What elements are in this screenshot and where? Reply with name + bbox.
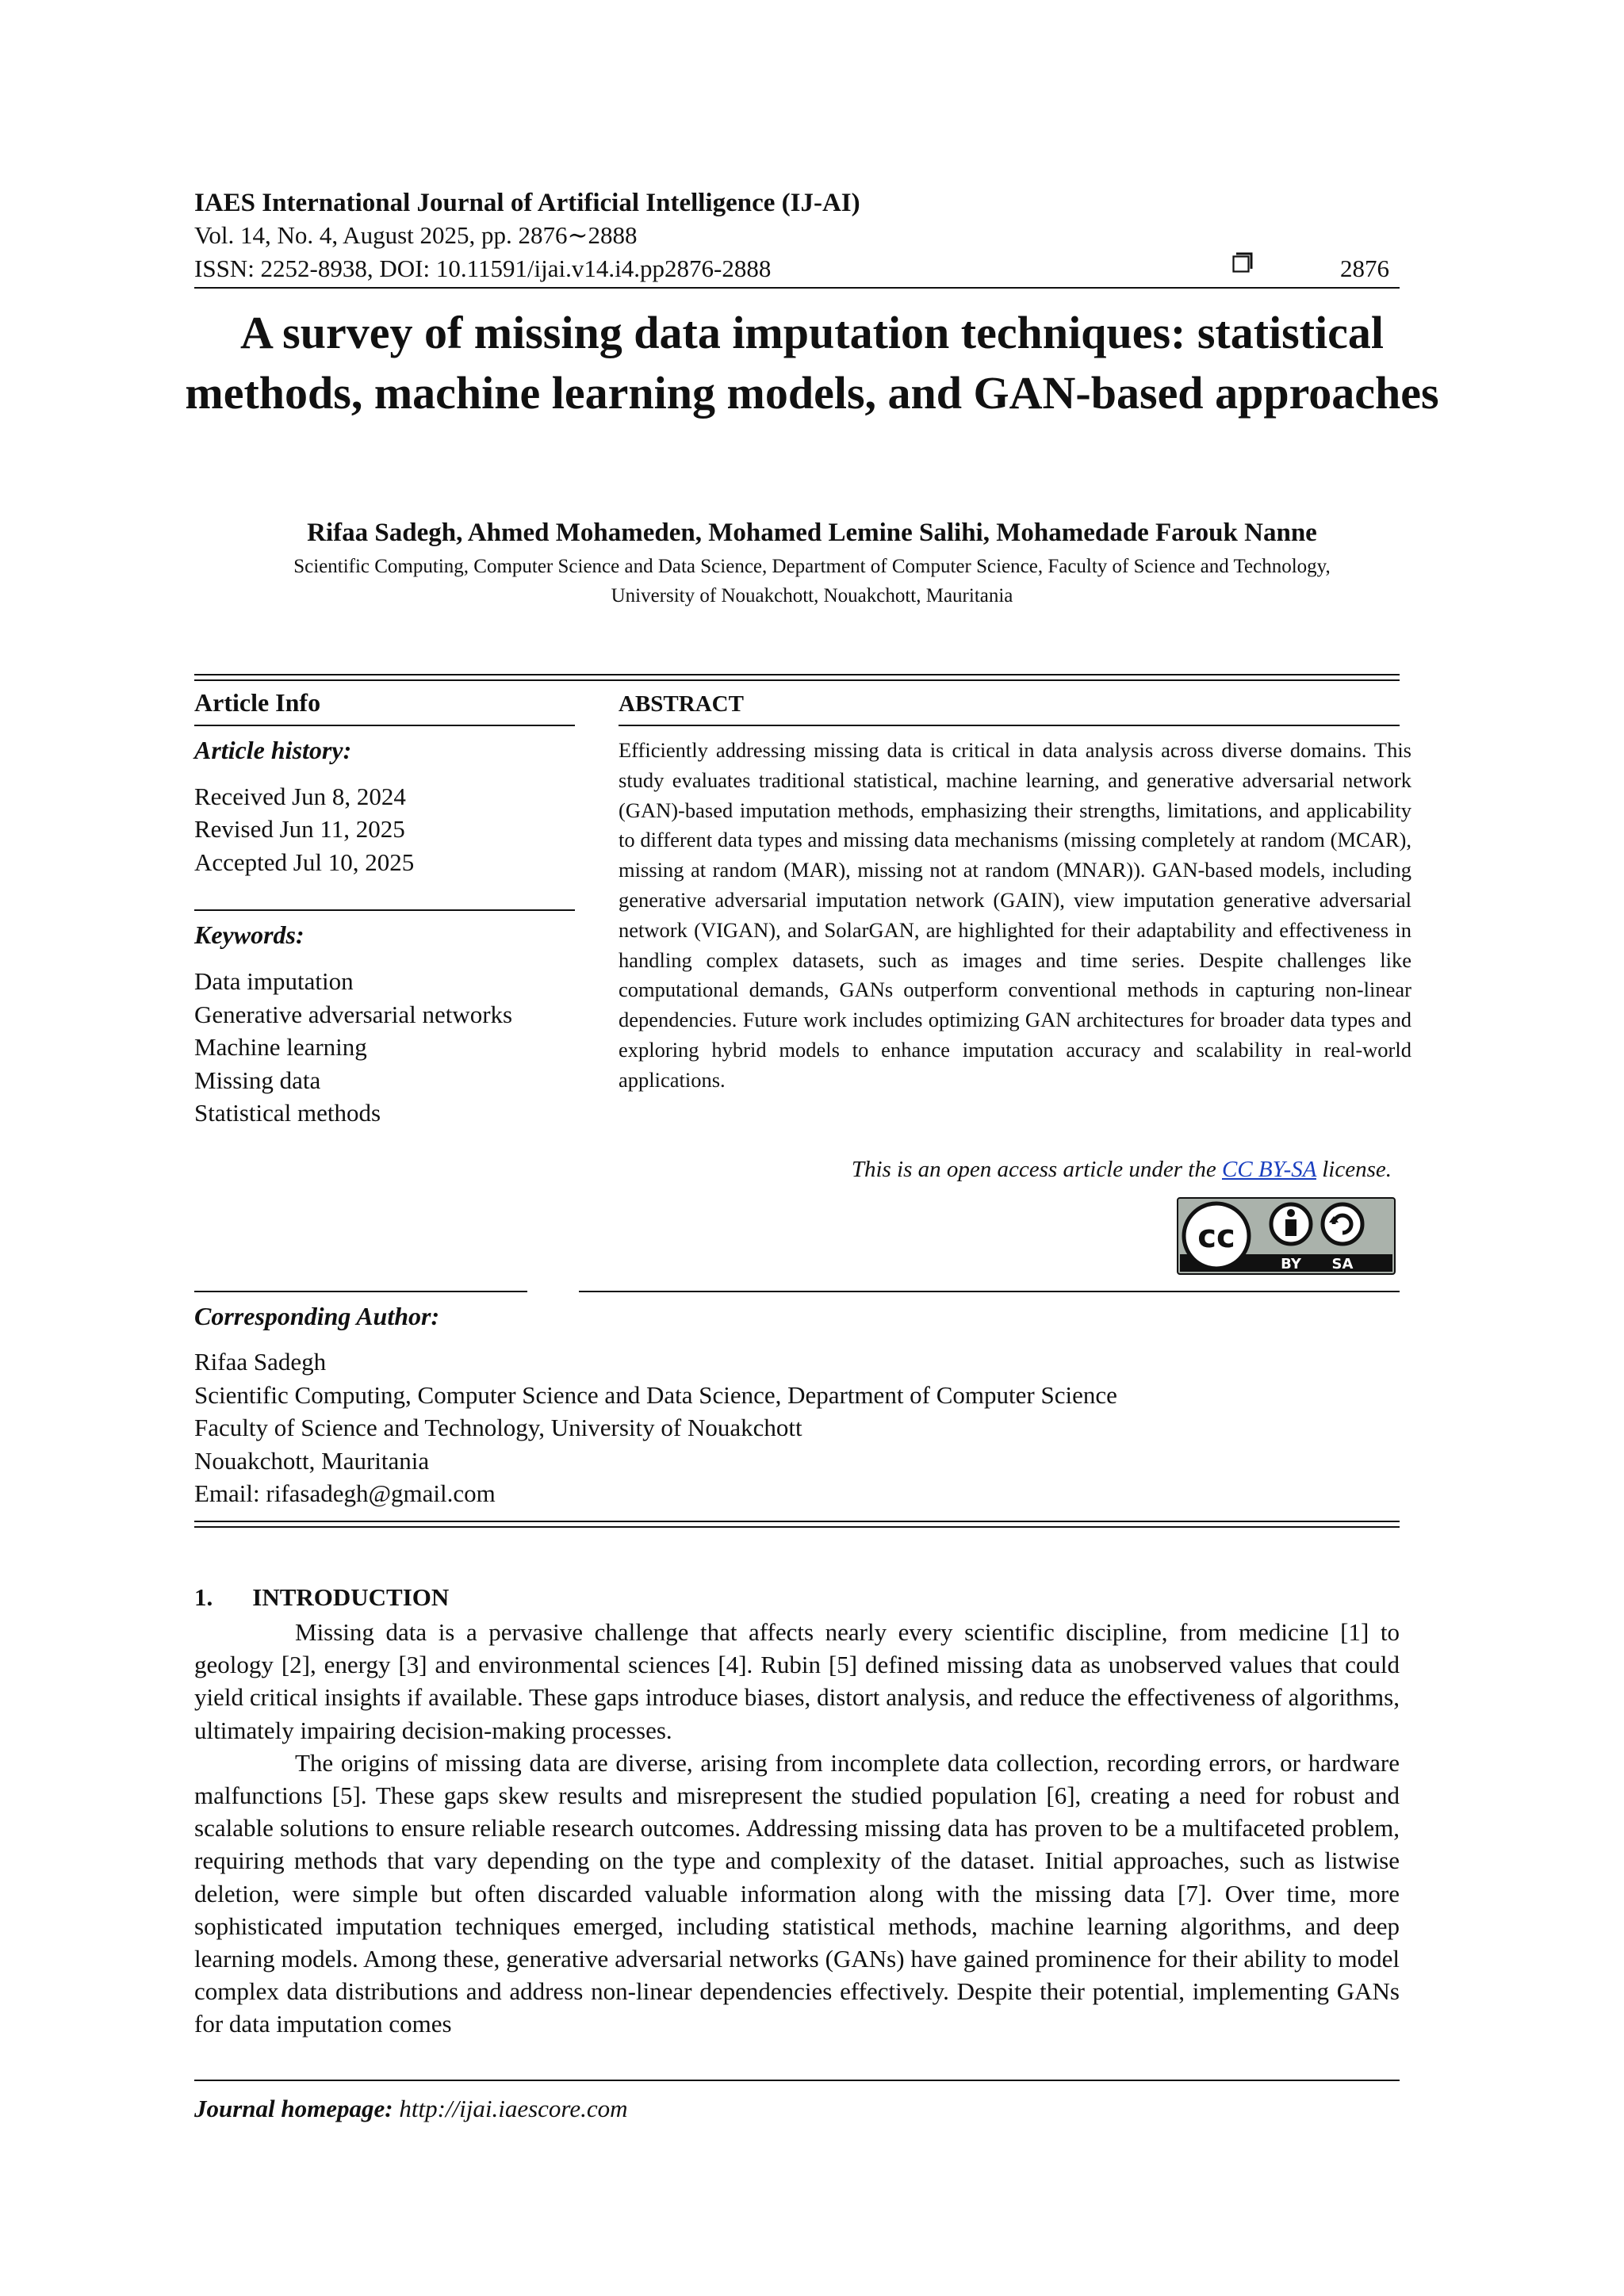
keywords-heading: Keywords: bbox=[194, 920, 304, 949]
keywords-rule bbox=[194, 909, 575, 911]
section-heading-introduction bbox=[194, 1582, 449, 1613]
introduction-body bbox=[194, 1616, 1400, 2041]
page-number: 2876 bbox=[1340, 254, 1389, 282]
section-number: 1. bbox=[194, 1583, 213, 1611]
journal-homepage bbox=[194, 2093, 628, 2125]
license-prefix: This is an open access article under the bbox=[851, 1157, 1222, 1182]
introduction-paragraph-2: The origins of missing data are diverse, arising from incomplete data collection, recording errors, or hardware malfunctions [5]. These gaps skew results and misrepresent the studied population [6], creating a need for robust and scalable solutions to ensure reliable research outcomes. Addressing missing data has proven to be a multifaceted problem, requiring methods that vary depending on the type and complexity of the dataset. Initial approaches, such as listwise deletion, were simple but often discarded valuable information along with the missing data [7]. Over time, more sophisticated imputation techniques emerged, including statistical methods, machine learning algorithms, and deep learning models. Among these, generative adversarial networks (GANs) have gained prominence for their ability to model complex data distributions and address non-linear dependencies effectively. Despite their potential, implementing GANs for data imputation comes bbox=[194, 1748, 1400, 2038]
keyword: Data imputation bbox=[194, 967, 354, 995]
article-info-heading: Article Info bbox=[194, 688, 321, 717]
info-box-bottom-rule bbox=[194, 1521, 1400, 1522]
corresponding-dept: Scientific Computing, Computer Science and Data Science, Department of Computer Science bbox=[194, 1381, 1117, 1409]
license-suffix: license. bbox=[1316, 1157, 1392, 1182]
keyword: Generative adversarial networks bbox=[194, 1000, 513, 1028]
affiliation-line-1: Scientific Computing, Computer Science and Data Science, Department of Computer Science, Faculty of Science and Technology, bbox=[293, 556, 1331, 577]
keywords-list bbox=[194, 965, 512, 1130]
footer-rule bbox=[194, 2080, 1400, 2081]
abstract-text: Efficiently addressing missing data is critical in data analysis across diverse domains. This study evaluates traditional statistical, machine learning, and generative adversarial network (GAN)-based imputation methods, emphasizing their strengths, limitations, and applicability to different data types and missing data mechanisms (missing completely at random (MCAR), missing at random (MAR), missing not at random (MNAR)). GAN-based models, including generative adversarial imputation network (GAIN), view imputation generative adversarial network (VIGAN), and SolarGAN, are highlighted for their adaptability and effectiveness in handling complex datasets, such as images and time series. Despite challenges like computational demands, GANs outperform conventional methods in capturing non-linear dependencies. Future work includes optimizing GAN architectures for broader data types and exploring hybrid models to enhance imputation accuracy and scalability in real-world applications. bbox=[619, 738, 1411, 1092]
paper-title: A survey of missing data imputation techniques: statistical methods, machine learning models, and GAN-based approaches bbox=[185, 307, 1439, 419]
affiliation-line-2: University of Nouakchott, Nouakchott, Mauritania bbox=[611, 585, 1013, 607]
corresponding-city: Nouakchott, Mauritania bbox=[194, 1447, 430, 1475]
abstract-rule bbox=[619, 725, 1400, 726]
keyword: Statistical methods bbox=[194, 1099, 381, 1127]
affiliation bbox=[190, 552, 1434, 610]
corresponding-author-heading: Corresponding Author: bbox=[194, 1302, 440, 1330]
info-box-bottom-rule-2 bbox=[194, 1526, 1400, 1528]
header-rule bbox=[194, 287, 1400, 289]
revised-date: Revised Jun 11, 2025 bbox=[194, 815, 405, 843]
abstract-heading: ABSTRACT bbox=[619, 691, 744, 717]
article-history-heading: Article history: bbox=[194, 736, 352, 764]
corresponding-name: Rifaa Sadegh bbox=[194, 1348, 327, 1376]
introduction-paragraph-1: Missing data is a pervasive challenge that affects nearly every scientific discipline, from medicine [1] to geology [2], energy [3] and environmental sciences [4]. Rubin [5] defined missing data as unobserved values that could yield critical insights if available. These gaps introduce biases, distort analysis, and reduce the effectiveness of algorithms, ultimately impairing decision-making processes. bbox=[194, 1618, 1400, 1744]
info-box-top-rule bbox=[194, 674, 1400, 675]
section-title: INTRODUCTION bbox=[252, 1583, 450, 1611]
author-list: Rifaa Sadegh, Ahmed Mohameden, Mohamed Lemine Salihi, Mohamedade Farouk Nanne bbox=[307, 519, 1317, 547]
badge-by-text: BY bbox=[1281, 1256, 1301, 1272]
badge-sa-text: SA bbox=[1331, 1256, 1354, 1272]
issn-line: ISSN: 2252-8938, DOI: 10.11591/ijai.v14.i4.pp2876-2888 bbox=[194, 254, 772, 282]
keyword: Missing data bbox=[194, 1066, 321, 1094]
journal-name: IAES International Journal of Artificial Intelligence (IJ-AI) bbox=[194, 189, 860, 217]
homepage-url[interactable]: http://ijai.iaescore.com bbox=[393, 2095, 628, 2122]
corr-left-rule bbox=[194, 1291, 527, 1292]
corresponding-email: Email: rifasadegh@gmail.com bbox=[194, 1479, 496, 1507]
article-info-rule bbox=[194, 725, 575, 726]
info-box-top-rule-2 bbox=[194, 679, 1400, 681]
corresponding-faculty: Faculty of Science and Technology, University of Nouakchott bbox=[194, 1414, 802, 1441]
corr-right-rule bbox=[579, 1291, 1400, 1292]
license-statement bbox=[619, 1154, 1392, 1184]
keyword: Machine learning bbox=[194, 1033, 367, 1061]
badge-cc-text: cc bbox=[1197, 1219, 1235, 1255]
volume-line: Vol. 14, No. 4, August 2025, pp. 2876∼2888 bbox=[194, 221, 638, 249]
cc-by-sa-link[interactable]: CC BY-SA bbox=[1222, 1157, 1316, 1182]
accepted-date: Accepted Jul 10, 2025 bbox=[194, 848, 415, 876]
homepage-label: Journal homepage: bbox=[194, 2095, 393, 2122]
received-date: Received Jun 8, 2024 bbox=[194, 783, 406, 810]
cc-by-sa-badge-icon[interactable] bbox=[1177, 1197, 1396, 1275]
page-box-icon bbox=[1232, 252, 1253, 273]
